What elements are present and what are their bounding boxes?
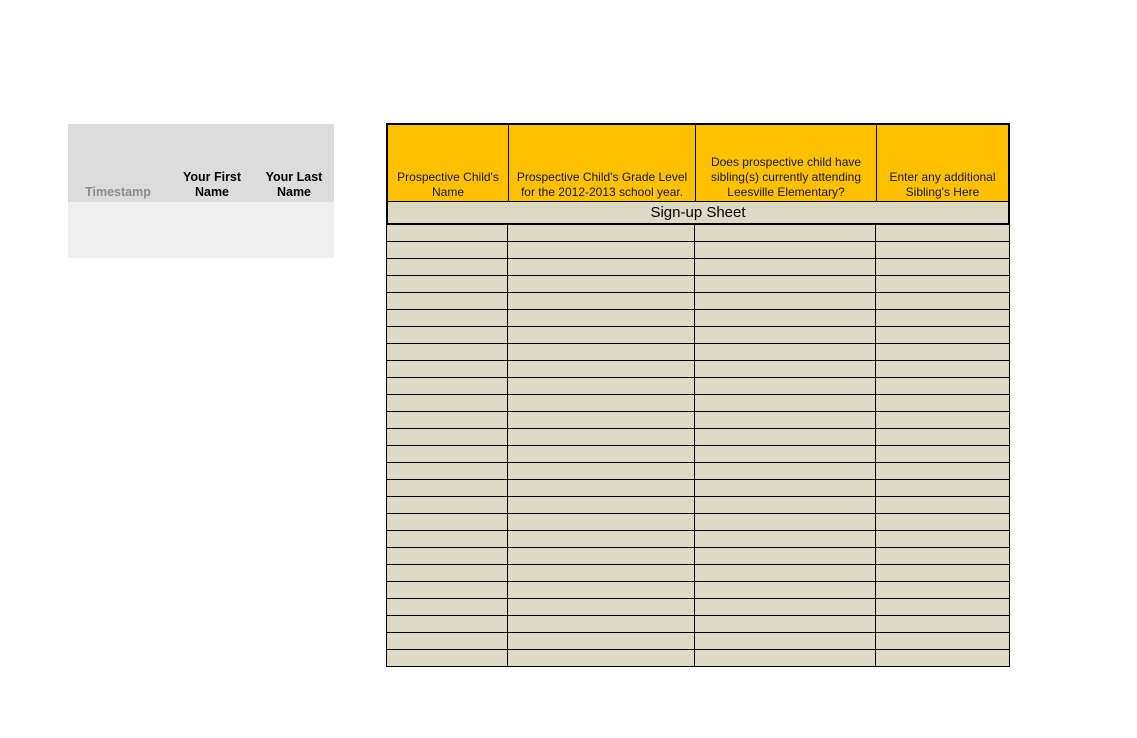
- additional-siblings-cell[interactable]: [876, 650, 1009, 666]
- grade-level-cell[interactable]: [508, 480, 695, 496]
- grade-level-cell[interactable]: [508, 412, 695, 428]
- additional-siblings-cell[interactable]: [876, 378, 1009, 394]
- table-row: [387, 514, 1009, 531]
- siblings-attending-cell[interactable]: [695, 361, 876, 377]
- child-name-cell[interactable]: [387, 463, 508, 479]
- child-name-cell[interactable]: [387, 599, 508, 615]
- additional-siblings-cell[interactable]: [876, 514, 1009, 530]
- child-name-cell[interactable]: [387, 242, 508, 258]
- additional-siblings-cell[interactable]: [876, 463, 1009, 479]
- siblings-attending-cell[interactable]: [695, 531, 876, 547]
- signup-sheet-header-row: [386, 123, 1010, 202]
- additional-siblings-cell[interactable]: [876, 361, 1009, 377]
- table-row: [387, 293, 1009, 310]
- form-responses-block: [68, 124, 334, 258]
- siblings-attending-cell[interactable]: [695, 514, 876, 530]
- grade-level-cell[interactable]: [508, 378, 695, 394]
- table-row: [387, 446, 1009, 463]
- siblings-attending-cell[interactable]: [695, 242, 876, 258]
- grade-level-cell[interactable]: [508, 599, 695, 615]
- child-name-cell[interactable]: [387, 378, 508, 394]
- grade-level-cell[interactable]: [508, 531, 695, 547]
- child-name-cell[interactable]: [387, 582, 508, 598]
- additional-siblings-cell[interactable]: [876, 225, 1009, 241]
- child-name-cell[interactable]: [387, 480, 508, 496]
- additional-siblings-cell[interactable]: [876, 599, 1009, 615]
- table-row: [387, 616, 1009, 633]
- signup-sheet-title[interactable]: Sign-up Sheet: [386, 202, 1010, 225]
- siblings-attending-cell[interactable]: [695, 412, 876, 428]
- grade-level-cell[interactable]: [508, 344, 695, 360]
- table-row: [387, 429, 1009, 446]
- grade-level-cell[interactable]: [508, 395, 695, 411]
- siblings-attending-cell[interactable]: [695, 650, 876, 666]
- siblings-attending-cell[interactable]: [695, 429, 876, 445]
- siblings-attending-cell[interactable]: [695, 327, 876, 343]
- grade-level-cell[interactable]: [508, 497, 695, 513]
- table-row: [387, 650, 1009, 667]
- siblings-attending-cell[interactable]: [695, 633, 876, 649]
- table-row: [387, 480, 1009, 497]
- grade-level-cell[interactable]: [508, 582, 695, 598]
- additional-siblings-cell[interactable]: [876, 412, 1009, 428]
- signup-sheet-rows: [386, 225, 1010, 667]
- additional-siblings-cell[interactable]: [876, 616, 1009, 632]
- table-row: [387, 361, 1009, 378]
- siblings-attending-cell[interactable]: [695, 259, 876, 275]
- grade-level-cell[interactable]: [508, 361, 695, 377]
- table-row: [387, 378, 1009, 395]
- child-name-cell[interactable]: [387, 531, 508, 547]
- table-row: [387, 395, 1009, 412]
- child-name-cell[interactable]: [387, 548, 508, 564]
- child-name-cell[interactable]: [387, 446, 508, 462]
- siblings-attending-cell[interactable]: [695, 395, 876, 411]
- additional-siblings-cell[interactable]: [876, 276, 1009, 292]
- siblings-attending-cell[interactable]: [695, 548, 876, 564]
- grade-level-cell[interactable]: [508, 463, 695, 479]
- grade-level-cell[interactable]: [508, 259, 695, 275]
- siblings-attending-cell[interactable]: [695, 446, 876, 462]
- siblings-attending-cell[interactable]: [695, 344, 876, 360]
- table-row: [387, 259, 1009, 276]
- additional-siblings-cell[interactable]: [876, 344, 1009, 360]
- additional-siblings-cell[interactable]: [876, 480, 1009, 496]
- grade-level-cell[interactable]: [508, 514, 695, 530]
- additional-siblings-cell[interactable]: [876, 446, 1009, 462]
- siblings-attending-cell[interactable]: [695, 310, 876, 326]
- table-row: [387, 565, 1009, 582]
- additional-siblings-cell[interactable]: [876, 497, 1009, 513]
- additional-siblings-cell[interactable]: [876, 565, 1009, 581]
- siblings-attending-cell[interactable]: [695, 565, 876, 581]
- table-row: [387, 310, 1009, 327]
- table-row: [387, 548, 1009, 565]
- table-row: [387, 497, 1009, 514]
- child-name-cell[interactable]: [387, 259, 508, 275]
- additional-siblings-cell[interactable]: [876, 531, 1009, 547]
- additional-siblings-cell[interactable]: [876, 548, 1009, 564]
- additional-siblings-cell[interactable]: [876, 582, 1009, 598]
- siblings-attending-cell[interactable]: [695, 463, 876, 479]
- grade-level-cell[interactable]: [508, 276, 695, 292]
- siblings-attending-cell[interactable]: [695, 276, 876, 292]
- grade-level-cell[interactable]: [508, 650, 695, 666]
- child-name-cell[interactable]: [387, 412, 508, 428]
- table-row: [387, 225, 1009, 242]
- child-name-cell[interactable]: [387, 650, 508, 666]
- last-name-column-header[interactable]: Your Last Name: [265, 170, 323, 199]
- table-row: [387, 242, 1009, 259]
- child-name-cell[interactable]: [387, 276, 508, 292]
- child-name-cell[interactable]: [387, 429, 508, 445]
- table-row: [387, 412, 1009, 429]
- grade-level-cell[interactable]: [508, 293, 695, 309]
- table-row: [387, 463, 1009, 480]
- additional-siblings-header[interactable]: Enter any additional Sibling's Here: [889, 170, 996, 199]
- grade-level-cell[interactable]: [508, 429, 695, 445]
- signup-sheet-table: [386, 123, 1010, 667]
- child-name-cell[interactable]: [387, 616, 508, 632]
- grade-level-cell[interactable]: [508, 548, 695, 564]
- table-row: [387, 531, 1009, 548]
- child-name-cell[interactable]: [387, 293, 508, 309]
- additional-siblings-cell[interactable]: [876, 310, 1009, 326]
- table-row: [387, 344, 1009, 361]
- child-name-cell[interactable]: [387, 514, 508, 530]
- siblings-attending-cell[interactable]: [695, 582, 876, 598]
- additional-siblings-cell[interactable]: [876, 327, 1009, 343]
- additional-siblings-cell[interactable]: [876, 259, 1009, 275]
- table-row: [387, 582, 1009, 599]
- siblings-attending-cell[interactable]: [695, 480, 876, 496]
- additional-siblings-cell[interactable]: [876, 429, 1009, 445]
- siblings-attending-cell[interactable]: [695, 599, 876, 615]
- child-name-cell[interactable]: [387, 327, 508, 343]
- siblings-attending-cell[interactable]: [695, 497, 876, 513]
- child-name-cell[interactable]: [387, 497, 508, 513]
- child-name-cell[interactable]: [387, 395, 508, 411]
- additional-siblings-cell[interactable]: [876, 633, 1009, 649]
- grade-level-cell[interactable]: [508, 242, 695, 258]
- timestamp-column-header[interactable]: Timestamp: [85, 185, 151, 199]
- siblings-attending-header[interactable]: Does prospective child have sibling(s) currently attending Leesville Elementary?: [696, 125, 877, 201]
- additional-siblings-cell[interactable]: [876, 395, 1009, 411]
- child-name-cell[interactable]: [387, 633, 508, 649]
- first-name-column-header[interactable]: Your First Name: [182, 170, 242, 199]
- table-row: [387, 327, 1009, 344]
- child-name-header[interactable]: Prospective Child's Name: [388, 125, 509, 201]
- grade-level-cell[interactable]: [508, 565, 695, 581]
- additional-siblings-cell[interactable]: [876, 293, 1009, 309]
- siblings-attending-cell[interactable]: [695, 616, 876, 632]
- table-row: [387, 633, 1009, 650]
- child-name-cell[interactable]: [387, 361, 508, 377]
- additional-siblings-cell[interactable]: [876, 242, 1009, 258]
- table-row: [387, 599, 1009, 616]
- siblings-attending-cell[interactable]: [695, 225, 876, 241]
- siblings-attending-cell[interactable]: [695, 293, 876, 309]
- child-name-cell[interactable]: [387, 225, 508, 241]
- grade-level-cell[interactable]: [508, 327, 695, 343]
- form-responses-header: [68, 124, 334, 202]
- grade-level-header[interactable]: Prospective Child's Grade Level for the 2012-2013 school year.: [509, 125, 696, 201]
- child-name-cell[interactable]: [387, 344, 508, 360]
- siblings-attending-cell[interactable]: [695, 378, 876, 394]
- grade-level-cell[interactable]: [508, 310, 695, 326]
- grade-level-cell[interactable]: [508, 446, 695, 462]
- grade-level-cell[interactable]: [508, 225, 695, 241]
- child-name-cell[interactable]: [387, 310, 508, 326]
- grade-level-cell[interactable]: [508, 633, 695, 649]
- grade-level-cell[interactable]: [508, 616, 695, 632]
- table-row: [387, 276, 1009, 293]
- child-name-cell[interactable]: [387, 565, 508, 581]
